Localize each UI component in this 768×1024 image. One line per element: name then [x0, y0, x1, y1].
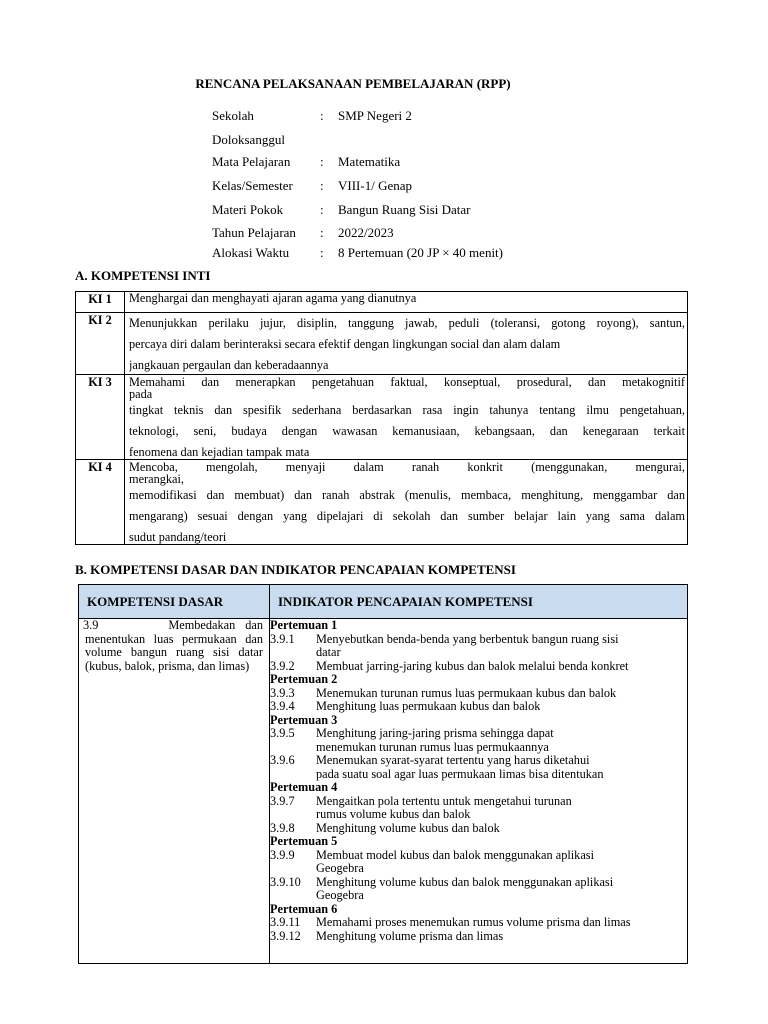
indicator-text: Mengaitkan pola tertentu untuk mengetahui turunan	[316, 793, 572, 808]
kd-text	[79, 619, 269, 673]
indicator-item	[270, 876, 687, 903]
ki-line: jangkauan pergaulan dan keberadaannya	[129, 358, 329, 372]
meeting-title: Pertemuan 5	[270, 834, 338, 848]
indicator-text: Menemukan syarat-syarat tertentu yang harus diketahui	[316, 753, 590, 767]
ki-description	[125, 460, 688, 545]
table-row	[76, 375, 688, 460]
identity-label: Materi Pokok	[212, 202, 284, 217]
indicator-item	[270, 660, 687, 674]
table-row	[76, 460, 688, 545]
indicator-number: 3.9.1	[270, 631, 295, 646]
indicator-text: Membuat model kubus dan balok menggunakan aplikasi	[316, 847, 594, 862]
table-row	[76, 292, 688, 313]
identity-label: Tahun Pelajaran	[212, 225, 296, 240]
indicator-number: 3.9.12	[270, 928, 301, 943]
identity-value: SMP Negeri 2	[338, 108, 412, 123]
indicator-number: 3.9.10	[270, 874, 301, 889]
indicator-text: Geogebra	[316, 888, 364, 902]
indicator-number: 3.9.3	[270, 685, 295, 700]
identity-label: Alokasi Waktu	[212, 245, 290, 260]
indicator-text: datar	[316, 645, 341, 659]
ki-line: Menunjukkan perilaku jujur, disiplin, tanggung jawab, peduli (toleransi, gotong royong), santun,	[129, 316, 685, 330]
ki-description	[125, 375, 688, 460]
indicator-number: 3.9.6	[270, 753, 295, 767]
identity-value: Bangun Ruang Sisi Datar	[338, 202, 471, 217]
indicator-text: Menghitung jaring-jaring prisma sehingga dapat	[316, 726, 554, 740]
indicator-number: 3.9.9	[270, 847, 295, 862]
indicator-list	[270, 619, 687, 943]
identity-label: Mata Pelajaran	[212, 154, 291, 169]
indicator-item	[270, 930, 687, 944]
indicator-text: pada suatu soal agar luas permukaan limas bisa ditentukan	[316, 766, 604, 781]
indicator-number: 3.9.8	[270, 820, 295, 835]
ki-line: memodifikasi dan membuat) dan ranah abstrak (menulis, membaca, menghitung, menggambar dan	[129, 488, 685, 502]
indicator-text: Geogebra	[316, 861, 364, 875]
identity-sep: :	[320, 245, 324, 260]
indicator-text: Menghitung volume kubus dan balok menggunakan aplikasi	[316, 874, 614, 889]
meeting-title: Pertemuan 2	[270, 672, 338, 686]
ki-line: Mencoba, mengolah, menyaji dalam ranah konkrit (menggunakan, mengurai,	[129, 460, 685, 474]
section-heading-a: A. KOMPETENSI INTI	[75, 268, 211, 283]
identity-value: Matematika	[338, 154, 401, 169]
identity-value: 2022/2023	[338, 225, 394, 240]
indicator-item	[270, 916, 687, 930]
table-header-row	[79, 585, 688, 619]
ki-line: Menghargai dan menghayati ajaran agama yang dianutnya	[129, 292, 417, 305]
indicator-item	[270, 633, 687, 660]
meeting-title: Pertemuan 3	[270, 712, 338, 727]
indicator-text: rumus volume kubus dan balok	[316, 807, 471, 821]
indicator-text: Menghitung luas permukaan kubus dan balok	[316, 699, 541, 713]
indicator-text: menemukan turunan rumus luas permukaannya	[316, 739, 549, 754]
column-header: INDIKATOR PENCAPAIAN KOMPETENSI	[270, 585, 688, 619]
ki-line: percaya diri dalam berinteraksi secara efektif dengan lingkungan social dan alam dalam	[129, 337, 561, 351]
identity-label: Sekolah	[212, 108, 254, 123]
indicator-number: 3.9.7	[270, 793, 295, 808]
indicator-item	[270, 754, 687, 781]
identity-sep: :	[320, 178, 324, 193]
identity-value: 8 Pertemuan (20 JP × 40 menit)	[338, 245, 503, 260]
indicator-number: 3.9.2	[270, 658, 295, 673]
indicator-text: Menemukan turunan rumus luas permukaan kubus dan balok	[316, 685, 617, 700]
table-row	[79, 619, 688, 964]
ki-description	[125, 313, 688, 375]
meeting-title: Pertemuan 6	[270, 901, 338, 916]
indicator-item	[270, 822, 687, 836]
identity-value: VIII-1/ Genap	[338, 178, 412, 193]
kompetensi-dasar-table	[78, 584, 688, 964]
identity-label: Doloksanggul	[212, 132, 285, 147]
indicator-text: Memahami proses menemukan rumus volume prisma dan limas	[316, 915, 631, 929]
identity-sep: :	[320, 108, 324, 123]
kd-number: 3.9	[83, 618, 99, 632]
column-header: KOMPETENSI DASAR	[79, 585, 270, 619]
indicator-cell	[270, 619, 688, 964]
indicator-text: Menyebutkan benda-benda yang berbentuk bangun ruang sisi	[316, 631, 619, 646]
identity-label: Kelas/Semester	[212, 178, 293, 193]
indicator-text: Menghitung volume kubus dan balok	[316, 820, 500, 835]
kd-description: Membedakan dan menentukan luas permukaan dan volume bangun ruang sisi datar (kubus, balok, prisma, dan limas)	[85, 618, 263, 673]
indicator-item	[270, 687, 687, 701]
ki-line: mengarang) sesuai dengan yang dipelajari di sekolah dan sumber belajar lain yang sama dalam	[129, 509, 685, 523]
identity-sep: :	[320, 202, 324, 217]
ki-line: fenomena dan kejadian tampak mata	[129, 445, 310, 459]
indicator-text: Menghitung volume prisma dan limas	[316, 928, 504, 943]
meeting-title: Pertemuan 1	[270, 618, 338, 632]
kd-cell	[79, 619, 270, 964]
section-heading-b: B. KOMPETENSI DASAR DAN INDIKATOR PENCAPAIAN KOMPETENSI	[75, 562, 516, 577]
meeting-title: Pertemuan 4	[270, 780, 338, 794]
ki-line: sudut pandang/teori	[129, 530, 227, 544]
indicator-item	[270, 700, 687, 714]
ki-line: tingkat teknis dan spesifik sederhana berdasarkan rasa ingin tahunya tentang ilmu pengetahuan,	[129, 403, 685, 417]
indicator-number: 3.9.4	[270, 699, 295, 713]
ki-code: KI 3	[76, 375, 125, 460]
table-row	[76, 313, 688, 375]
ki-code: KI 2	[76, 313, 125, 375]
identity-sep: :	[320, 154, 324, 169]
ki-line: teknologi, seni, budaya dengan wawasan kemanusiaan, kebangsaan, dan kenegaraan terkait	[129, 424, 685, 438]
ki-description	[125, 292, 688, 313]
indicator-number: 3.9.5	[270, 726, 295, 740]
ki-code: KI 1	[76, 292, 125, 313]
ki-line: Memahami dan menerapkan pengetahuan faktual, konseptual, prosedural, dan metakognitif	[129, 375, 685, 389]
indicator-number: 3.9.11	[270, 915, 301, 929]
ki-code: KI 4	[76, 460, 125, 545]
ki-line: pada	[129, 387, 153, 401]
indicator-item	[270, 795, 687, 822]
indicator-item	[270, 727, 687, 754]
indicator-item	[270, 849, 687, 876]
identity-sep: :	[320, 225, 324, 240]
kompetensi-inti-table	[75, 291, 688, 545]
indicator-text: Membuat jarring-jaring kubus dan balok melalui benda konkret	[316, 658, 629, 673]
ki-line: merangkai,	[129, 472, 184, 486]
document-title: RENCANA PELAKSANAAN PEMBELAJARAN (RPP)	[195, 76, 511, 91]
